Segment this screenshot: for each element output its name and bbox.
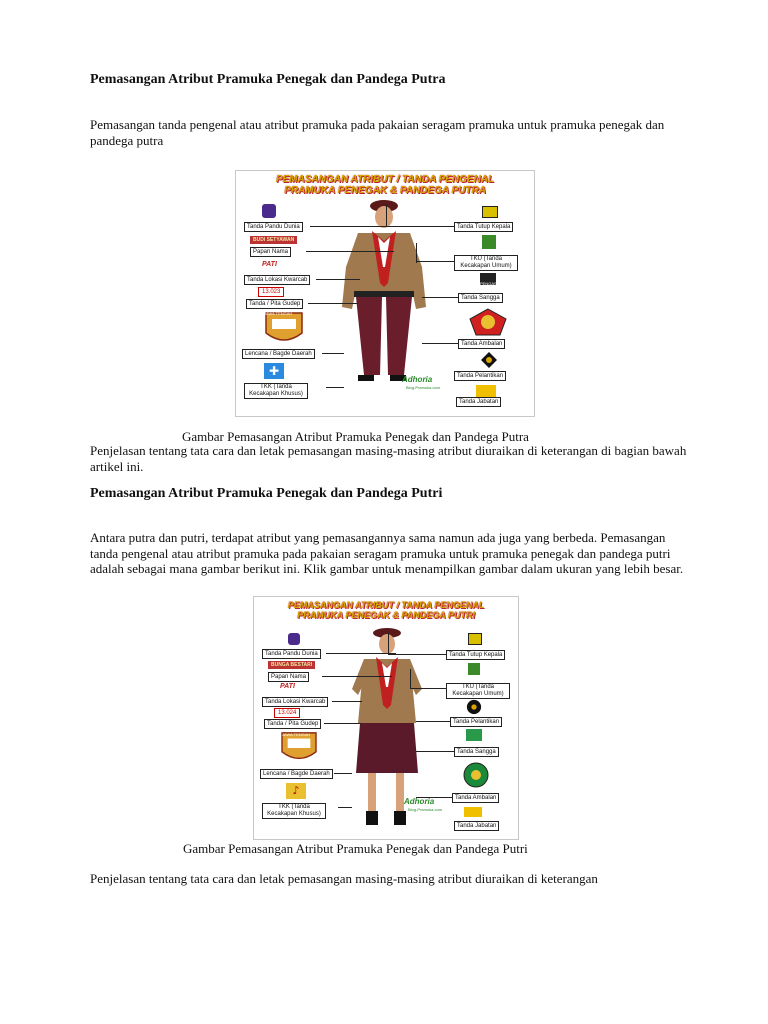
section-heading-putri: Pemasangan Atribut Pramuka Penegak dan Pandega Putri (90, 486, 443, 501)
after-paragraph-putra: Penjelasan tentang tata cara dan letak pemasangan masing-masing atribut diuraikan di keterangan di bagian bawah artikel ini. (90, 443, 687, 474)
ambalan-icon (468, 307, 508, 337)
pelantikan-icon (466, 699, 482, 715)
label-tanda-pelantikan: Tanda Pelantikan (450, 717, 502, 727)
leader-line (326, 653, 396, 654)
sangga-icon (466, 729, 482, 741)
after-paragraph-putri: Penjelasan tentang tata cara dan letak pemasangan masing-masing atribut diuraikan di keterangan (90, 871, 598, 886)
label-tanda-sangga: Tanda Sangga (458, 293, 503, 303)
leader-line (416, 751, 454, 752)
label-tku: TKU (Tanda Kecakapan Umum) (446, 683, 510, 699)
label-lencana-bagde-daerah: Lencana / Bagde Daerah (260, 769, 333, 779)
name-tag: BUNGA BESTARI (268, 661, 315, 669)
leader-line (334, 773, 352, 774)
leader-line (308, 303, 358, 304)
watermark: Adhoria (402, 375, 433, 384)
label-tanda-ambalan: Tanda Ambalan (452, 793, 499, 803)
leader-line (306, 251, 394, 252)
number-tag: 13.023 (258, 287, 284, 297)
intro-paragraph-putri: Antara putra dan putri, terdapat atribut yang pemasangannya sama namun ada juga yang berbeda. Pemasangan tanda pengenal atau atribut pramuka pada pakaian seragam pramuka untuk pramuka penegak dan pandega putri adalah sebagai mana gambar berikut ini. Klik gambar untuk menampilkan gambar dalam ukuran yang lebih besar. (90, 530, 684, 576)
watermark-sub: Blog-Pramuka.com (408, 807, 443, 812)
label-tanda-pandu-dunia: Tanda Pandu Dunia (244, 222, 303, 232)
pelantikan-icon (480, 351, 498, 369)
pandu-dunia-icon (288, 633, 300, 645)
label-tanda-jabatan: Tanda Jabatan (454, 821, 499, 831)
leader-line (416, 721, 450, 722)
ambalan-icon (462, 761, 490, 789)
label-tanda-sangga: Tanda Sangga (454, 747, 499, 757)
figure-caption-putra: Gambar Pemasangan Atribut Pramuka Penegak dan Pandega Putra (182, 429, 529, 444)
leader-line (416, 261, 454, 262)
pati-logo: PATI (280, 683, 295, 690)
label-papan-nama: Papan Nama (268, 672, 309, 682)
label-tanda-tutup-kepala: Tanda Tutup Kepala (454, 222, 513, 232)
pengas-text: PENGAS (480, 281, 497, 286)
label-tanda-jabatan: Tanda Jabatan (456, 397, 501, 407)
tutup-kepala-icon (468, 633, 482, 645)
tutup-kepala-icon (482, 206, 498, 218)
pati-logo: PATI (262, 261, 277, 268)
leader-line (386, 205, 387, 227)
label-tanda-lokasi-kwarcab: Tanda Lokasi Kwarcab (244, 275, 310, 285)
leader-line (422, 343, 458, 344)
watermark-sub: Blog-Pramuka.com (406, 385, 441, 390)
figure-title-line1: PEMASANGAN ATRIBUT / TANDA PENGENAL (287, 600, 485, 610)
leader-line (386, 226, 454, 227)
label-tanda-lokasi-kwarcab: Tanda Lokasi Kwarcab (262, 697, 328, 707)
label-lencana-bagde-daerah: Lencana / Bagde Daerah (242, 349, 315, 359)
leader-line (388, 633, 389, 655)
label-tanda-ambalan: Tanda Ambalan (458, 339, 505, 349)
section-heading-putra: Pemasangan Atribut Pramuka Penegak dan Pandega Putra (90, 72, 446, 87)
leader-line (388, 654, 446, 655)
name-tag: BUDI SETYAWAN (250, 236, 297, 244)
leader-line (422, 297, 458, 298)
label-tkk: TKK (Tanda Kecakapan Khusus) (262, 803, 326, 819)
tku-icon (482, 235, 496, 249)
tku-icon (468, 663, 480, 675)
leader-line (322, 353, 344, 354)
figure-putri[interactable] (253, 596, 519, 840)
leader-line (416, 243, 417, 263)
figure-title-line1: PEMASANGAN ATRIBUT / TANDA PENGENAL (275, 174, 495, 185)
leader-line (310, 226, 390, 227)
jabatan-icon (464, 805, 482, 819)
figure-putra[interactable] (235, 170, 535, 417)
leader-line (322, 676, 392, 677)
leader-line (410, 669, 411, 689)
label-tanda-pandu-dunia: Tanda Pandu Dunia (262, 649, 321, 659)
pandu-dunia-icon (262, 204, 276, 218)
label-tanda-pita-gudep: Tanda / Pita Gudep (264, 719, 321, 729)
label-tku: TKU (Tanda Kecakapan Umum) (454, 255, 518, 271)
intro-paragraph-putra: Pemasangan tanda pengenal atau atribut pramuka pada pakaian seragam pramuka untuk pramuka penegak dan pandega putra (90, 117, 665, 148)
leader-line (410, 688, 446, 689)
tkk-cross-icon: ✚ (264, 363, 284, 379)
label-tanda-pelantikan: Tanda Pelantikan (454, 371, 506, 381)
label-tkk: TKK (Tanda Kecakapan Khusus) (244, 383, 308, 399)
number-tag: 13.024 (274, 708, 300, 718)
figure-title-line2: PRAMUKA PENEGAK & PANDEGA PUTRI (297, 610, 475, 620)
jawa-tengah-badge-icon (264, 311, 304, 347)
leader-line (324, 723, 362, 724)
figure-caption-putri: Gambar Pemasangan Atribut Pramuka Penegak dan Pandega Putri (183, 841, 528, 856)
leader-line (332, 701, 362, 702)
leader-line (326, 387, 344, 388)
leader-line (316, 279, 360, 280)
figure-title-line2: PRAMUKA PENEGAK & PANDEGA PUTRA (284, 185, 486, 196)
watermark: Adhoria (404, 797, 435, 806)
jawa-tengah-text: JAWA TENGAH (264, 311, 293, 316)
label-papan-nama: Papan Nama (250, 247, 291, 257)
leader-line (338, 807, 352, 808)
label-tanda-pita-gudep: Tanda / Pita Gudep (246, 299, 303, 309)
jawa-tengah-text: JAWA TENGAH (282, 732, 311, 737)
label-tanda-tutup-kepala: Tanda Tutup Kepala (446, 650, 505, 660)
tkk-music-icon: ♪ (286, 783, 306, 799)
